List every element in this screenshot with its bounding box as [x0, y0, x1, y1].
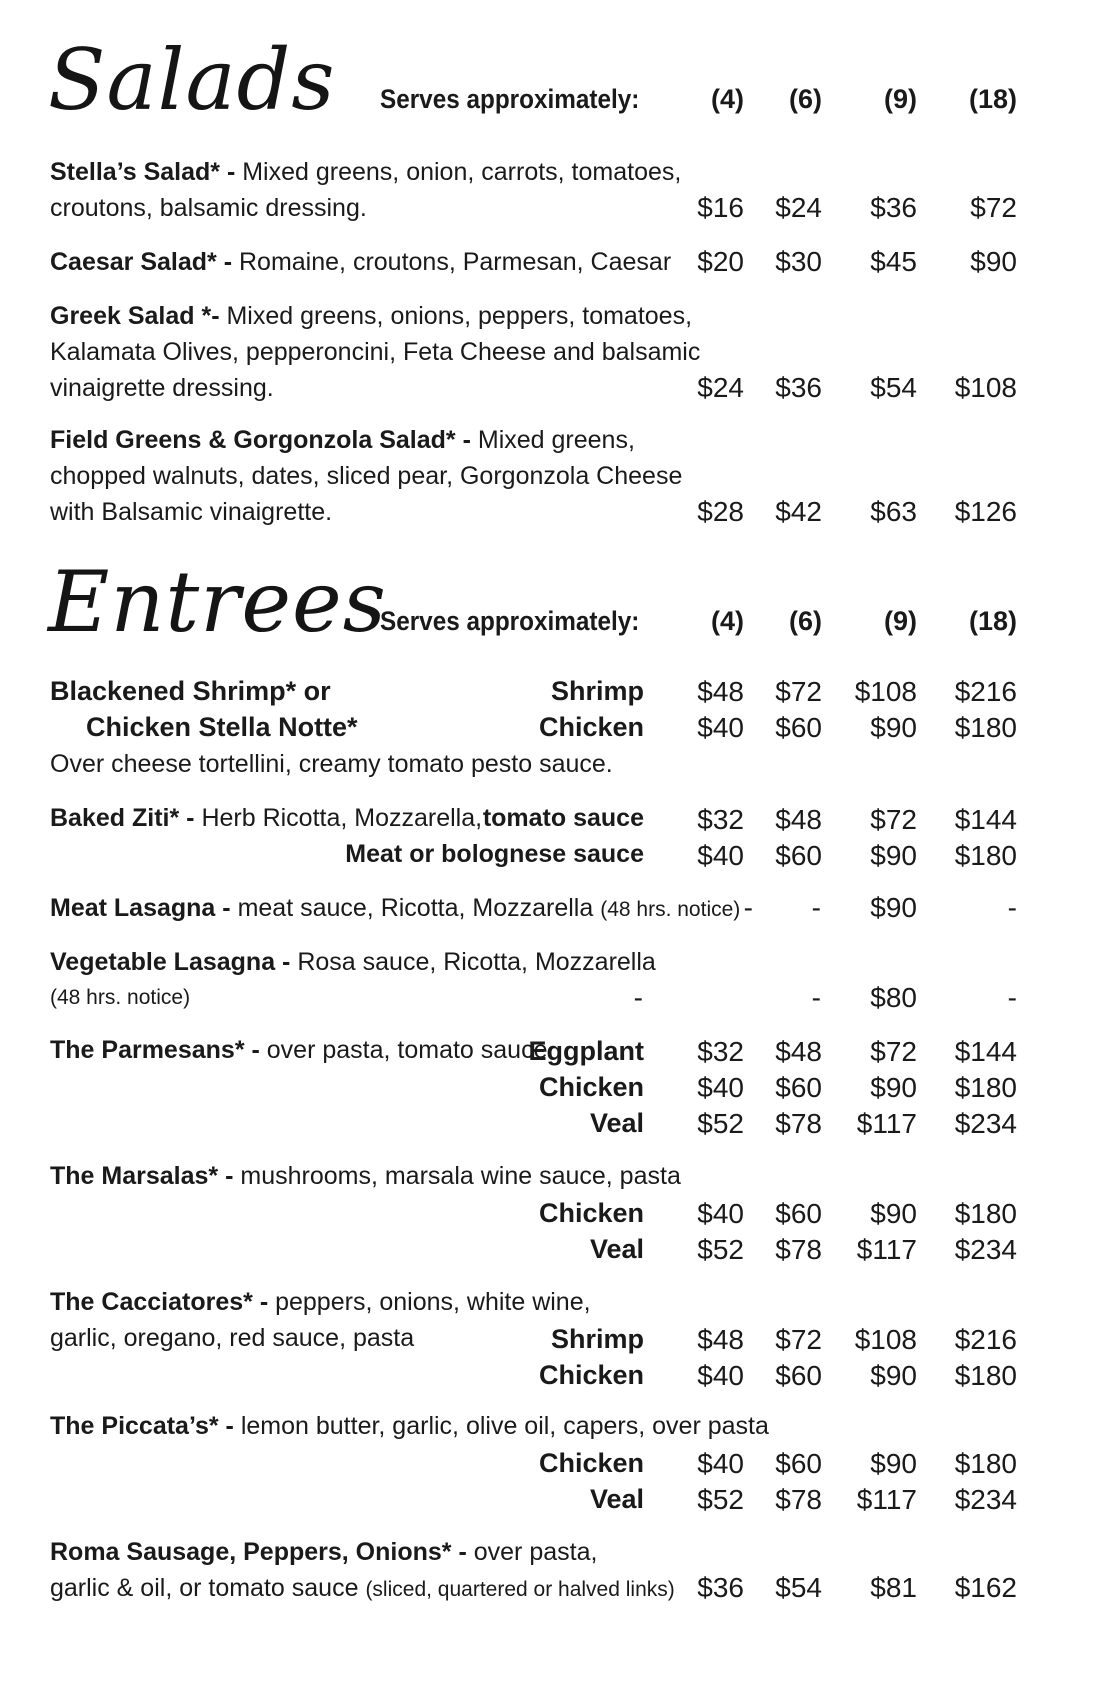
price: $90: [970, 246, 1017, 277]
price: $180: [954, 712, 1017, 743]
caesar-salad-line: Caesar Salad* - Romaine, croutons, Parmesan, Caesar: [50, 248, 672, 276]
price: $126: [954, 496, 1017, 527]
price: -: [811, 892, 821, 923]
price: $180: [954, 840, 1017, 871]
price: $42: [775, 496, 822, 527]
serves-label: Serves approximately:: [380, 84, 640, 114]
stella-salad-line1: Stella’s Salad* - Mixed greens, onion, carrots, tomatoes,: [50, 158, 682, 186]
price: $162: [954, 1572, 1017, 1603]
veg-lasagna-line1: Vegetable Lasagna - Rosa sauce, Ricotta, Mozzarella: [50, 948, 656, 976]
price: $28: [697, 496, 744, 527]
salads-title: Salads: [48, 31, 336, 129]
col-6: (6): [789, 606, 822, 636]
variant-shrimp: Shrimp: [550, 676, 644, 706]
entrees-header-row: [0, 606, 1100, 646]
price: $180: [954, 1360, 1017, 1391]
variant-veal: Veal: [589, 1234, 644, 1264]
greek-salad-line2: Kalamata Olives, pepperoncini, Feta Cheese and balsamic: [50, 338, 701, 366]
price: $60: [775, 1072, 822, 1103]
piccatas-line: The Piccata’s* - lemon butter, garlic, olive oil, capers, over pasta: [50, 1412, 769, 1440]
price: $30: [775, 246, 822, 277]
parmesans-line: The Parmesans* - over pasta, tomato sauce: [50, 1036, 548, 1064]
variant-chicken: Chicken: [538, 1360, 644, 1390]
price: $90: [870, 892, 917, 923]
price: $40: [697, 1198, 744, 1229]
col-18: (18): [968, 606, 1017, 636]
price: $48: [697, 676, 744, 707]
variant-shrimp: Shrimp: [550, 1324, 644, 1354]
price: $234: [954, 1484, 1017, 1515]
price: $72: [775, 1324, 822, 1355]
price: $48: [775, 1036, 822, 1067]
variant-meat: Meat or bolognese sauce: [345, 840, 644, 868]
price: $32: [697, 1036, 744, 1067]
price: $54: [775, 1572, 822, 1603]
stella-notte-desc: Over cheese tortellini, creamy tomato pesto sauce.: [50, 750, 613, 778]
price: $180: [954, 1072, 1017, 1103]
price: $216: [954, 676, 1017, 707]
price: $40: [697, 1448, 744, 1479]
price: $108: [854, 676, 917, 707]
price: $40: [697, 1072, 744, 1103]
price: $40: [697, 840, 744, 871]
field-greens-line2: chopped walnuts, dates, sliced pear, Gorgonzola Cheese: [50, 462, 683, 490]
field-greens-line3: with Balsamic vinaigrette.: [50, 498, 333, 526]
price: $24: [697, 372, 744, 403]
price: $63: [870, 496, 917, 527]
price: $234: [954, 1234, 1017, 1265]
price: $52: [697, 1484, 744, 1515]
price: $36: [697, 1572, 744, 1603]
price: $90: [870, 1072, 917, 1103]
price: $60: [775, 1448, 822, 1479]
price: $45: [870, 246, 917, 277]
variant-veal: Veal: [589, 1484, 644, 1514]
marsalas-line: The Marsalas* - mushrooms, marsala wine sauce, pasta: [50, 1162, 681, 1190]
col-9: (9): [884, 606, 917, 636]
greek-salad-line1: Greek Salad *- Mixed greens, onions, peppers, tomatoes,: [50, 302, 693, 330]
price: $36: [775, 372, 822, 403]
price: $60: [775, 1360, 822, 1391]
price: $144: [954, 804, 1017, 835]
price: $108: [854, 1324, 917, 1355]
variant-chicken: Chicken: [538, 1072, 644, 1102]
serves-label: Serves approximately:: [380, 606, 640, 636]
price: $90: [870, 840, 917, 871]
price: -: [1007, 982, 1017, 1013]
variant-chicken: Chicken: [538, 712, 644, 742]
veg-lasagna-note: (48 hrs. notice): [50, 986, 191, 1009]
price: $117: [856, 1234, 917, 1265]
price: $180: [954, 1448, 1017, 1479]
salads-header-row: [0, 84, 1100, 124]
price: $54: [870, 372, 917, 403]
price: $60: [775, 840, 822, 871]
price: $72: [870, 804, 917, 835]
price: $78: [775, 1484, 822, 1515]
price: $117: [856, 1484, 917, 1515]
col-18: (18): [968, 84, 1017, 114]
variant-tomato: tomato sauce: [482, 804, 644, 832]
price: $90: [870, 712, 917, 743]
price: $90: [870, 1198, 917, 1229]
cacciatores-line2: garlic, oregano, red sauce, pasta: [50, 1324, 415, 1352]
price: $48: [775, 804, 822, 835]
price: $24: [775, 192, 822, 223]
shrimp-stella-name1: Blackened Shrimp* or: [50, 676, 331, 706]
price: $81: [870, 1572, 917, 1603]
price: -: [1007, 892, 1017, 923]
price: $20: [697, 246, 744, 277]
price: $108: [954, 372, 1017, 403]
price: $72: [970, 192, 1017, 223]
price: $48: [697, 1324, 744, 1355]
price: $117: [856, 1108, 917, 1139]
price: $78: [775, 1108, 822, 1139]
variant-veal: Veal: [589, 1108, 644, 1138]
price: $234: [954, 1108, 1017, 1139]
price: $52: [697, 1108, 744, 1139]
price: -: [633, 982, 643, 1013]
price: $78: [775, 1234, 822, 1265]
sausage-line1: Roma Sausage, Peppers, Onions* - over pasta,: [50, 1538, 598, 1566]
col-6: (6): [789, 84, 822, 114]
price: $60: [775, 712, 822, 743]
greek-salad-line3: vinaigrette dressing.: [50, 374, 274, 402]
price: $216: [954, 1324, 1017, 1355]
item-name: Stella’s Salad* -: [50, 158, 236, 186]
entrees-title: Entrees: [48, 553, 387, 651]
stella-salad-line2: croutons, balsamic dressing.: [50, 194, 367, 222]
variant-eggplant: Eggplant: [528, 1036, 644, 1066]
col-4: (4): [711, 606, 744, 636]
price: $36: [870, 192, 917, 223]
price: $52: [697, 1234, 744, 1265]
price: $32: [697, 804, 744, 835]
variant-chicken: Chicken: [538, 1198, 644, 1228]
price: $180: [954, 1198, 1017, 1229]
col-9: (9): [884, 84, 917, 114]
price: $144: [954, 1036, 1017, 1067]
variant-chicken: Chicken: [538, 1448, 644, 1478]
baked-ziti-line: Baked Ziti* - Herb Ricotta, Mozzarella,: [50, 804, 483, 832]
price: $80: [870, 982, 917, 1013]
price: -: [811, 982, 821, 1013]
price: $72: [870, 1036, 917, 1067]
price: $90: [870, 1360, 917, 1391]
price: $90: [870, 1448, 917, 1479]
chicken-stella-name2: Chicken Stella Notte*: [86, 712, 358, 742]
price: -: [743, 892, 753, 923]
price: $60: [775, 1198, 822, 1229]
sausage-line2: garlic & oil, or tomato sauce (sliced, quartered or halved links): [50, 1574, 675, 1602]
price: $72: [775, 676, 822, 707]
price: $40: [697, 712, 744, 743]
cacciatores-line1: The Cacciatores* - peppers, onions, white wine,: [50, 1288, 591, 1316]
price: $16: [697, 192, 744, 223]
col-4: (4): [711, 84, 744, 114]
price: $40: [697, 1360, 744, 1391]
field-greens-line1: Field Greens & Gorgonzola Salad* - Mixed greens,: [50, 426, 635, 454]
meat-lasagna-line: Meat Lasagna - meat sauce, Ricotta, Mozzarella (48 hrs. notice): [50, 894, 741, 922]
